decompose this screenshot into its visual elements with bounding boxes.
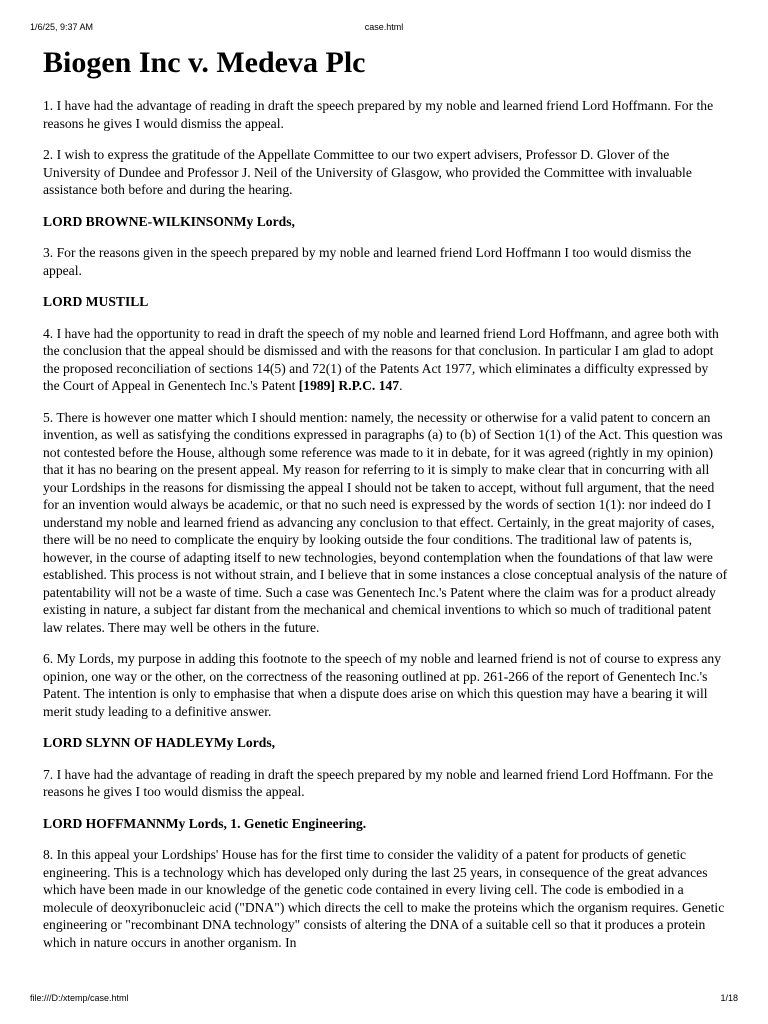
- print-file-url: file:///D:/xtemp/case.html: [30, 993, 129, 1003]
- paragraph-7: 7. I have had the advantage of reading in draft the speech prepared by my noble and learned friend Lord Hoffmann. For the reasons he gives I too would dismiss the appeal.: [43, 766, 714, 799]
- paragraph-5: 5. There is however one matter which I should mention: namely, the necessity or otherwise for a valid patent to concern an invention, as well as satisfying the conditions expressed in paragraphs (a) to (b) of Section 1(1) of the Act. This question was not contested before the House, although some reference was made to it in debate, for it was agreed (rightly in my opinion) that it has no bearing on the present appeal. My reason for referring to it is simply to make clear that in concurring with all your Lordships in the reasons for dismissing the appeal I should not be taken to accept, without full argument, that the need for an invention would always be academic, or that no such need is expressed by the words of section 1(1): nor indeed do I understand my noble and learned friend as advancing any conclusion to that effect. Certainly, in the great majority of cases, there will be no need to complicate the enquiry by looking outside the four conditions. The traditional law of patents is, however, in the course of adapting itself to new technologies, beyond contemplation when the foundations of that law were established. This process is not without strain, and I believe that in some instances a close conceptual analysis of the nature of patentability will not be a waste of time. Such a case was Genentech Inc.'s Patent where the claim was for a product already existing in nature, a subject far distant from the mechanical and chemical inventions to which so much of traditional patent law relates. There may well be others in the future.: [43, 409, 728, 635]
- print-page-number: 1/18: [720, 993, 738, 1003]
- case-citation: [1989] R.P.C. 147: [298, 378, 400, 393]
- speaker-heading-browne-wilkinson: LORD BROWNE-WILKINSONMy Lords,: [43, 213, 295, 229]
- speaker-heading-mustill: LORD MUSTILL: [43, 294, 149, 309]
- paragraph-6: 6. My Lords, my purpose in adding this footnote to the speech of my noble and learned friend is not of course to express any opinion, one way or the other, on the correctness of the reasoning outlined at pp. 261-266 of the report of Genentech Inc.'s Patent. The intention is only to emphasise that when a dispute does arise on which this question may have a bearing it will merit study leading to a definitive answer.: [43, 651, 722, 719]
- print-page-title: case.html: [364, 22, 404, 32]
- document-title: Biogen Inc v. Medeva Plc: [43, 46, 366, 79]
- speaker-heading-slynn: LORD SLYNN OF HADLEYMy Lords,: [43, 735, 276, 750]
- paragraph-1: 1. I have had the advantage of reading in draft the speech prepared by my noble and learned friend Lord Hoffmann. For the reasons he gives I would dismiss the appeal.: [43, 98, 714, 131]
- print-header: [30, 21, 738, 33]
- paragraph-4: [43, 325, 728, 395]
- document-body: [43, 44, 728, 986]
- print-footer: [30, 992, 738, 1004]
- paragraph-4-text: 4. I have had the opportunity to read in draft the speech of my noble and learned friend Lord Hoffmann, and agree both with the conclusion that the appeal should be dismissed and with the reasons for that conclusion. In particular I am glad to adopt the proposed reconciliation of sections 14(5) and 72(1) of the Patents Act 1977, which eliminates a difficulty expressed by the Court of Appeal in Genentech Inc.'s Patent: [43, 325, 719, 393]
- paragraph-4-end: .: [399, 378, 403, 393]
- speaker-heading-hoffmann: LORD HOFFMANNMy Lords, 1. Genetic Engineering.: [43, 815, 367, 831]
- paragraph-8: 8. In this appeal your Lordships' House has for the first time to consider the validity of a patent for products of genetic engineering. This is a technology which has developed only during the last 25 years, in consequence of the great advances which have been made in our knowledge of the genetic code contained in every living cell. The code is embodied in a molecule of deoxyribonucleic acid ("DNA") which directs the cell to make the proteins which the organism requires. Genetic engineering or "recombinant DNA technology" consists of altering the DNA of a suitable cell so that it produces a protein which in nature occurs in another organism. In: [43, 847, 725, 950]
- print-datetime: 1/6/25, 9:37 AM: [30, 22, 94, 32]
- paragraph-2: 2. I wish to express the gratitude of the Appellate Committee to our two expert advisers, Professor D. Glover of the University of Dundee and Professor J. Neil of the University of Glasgow, who provided the Committee with invaluable assistance both before and during the hearing.: [43, 147, 692, 197]
- paragraph-3: 3. For the reasons given in the speech prepared by my noble and learned friend Lord Hoffmann I too would dismiss the appeal.: [43, 245, 692, 278]
